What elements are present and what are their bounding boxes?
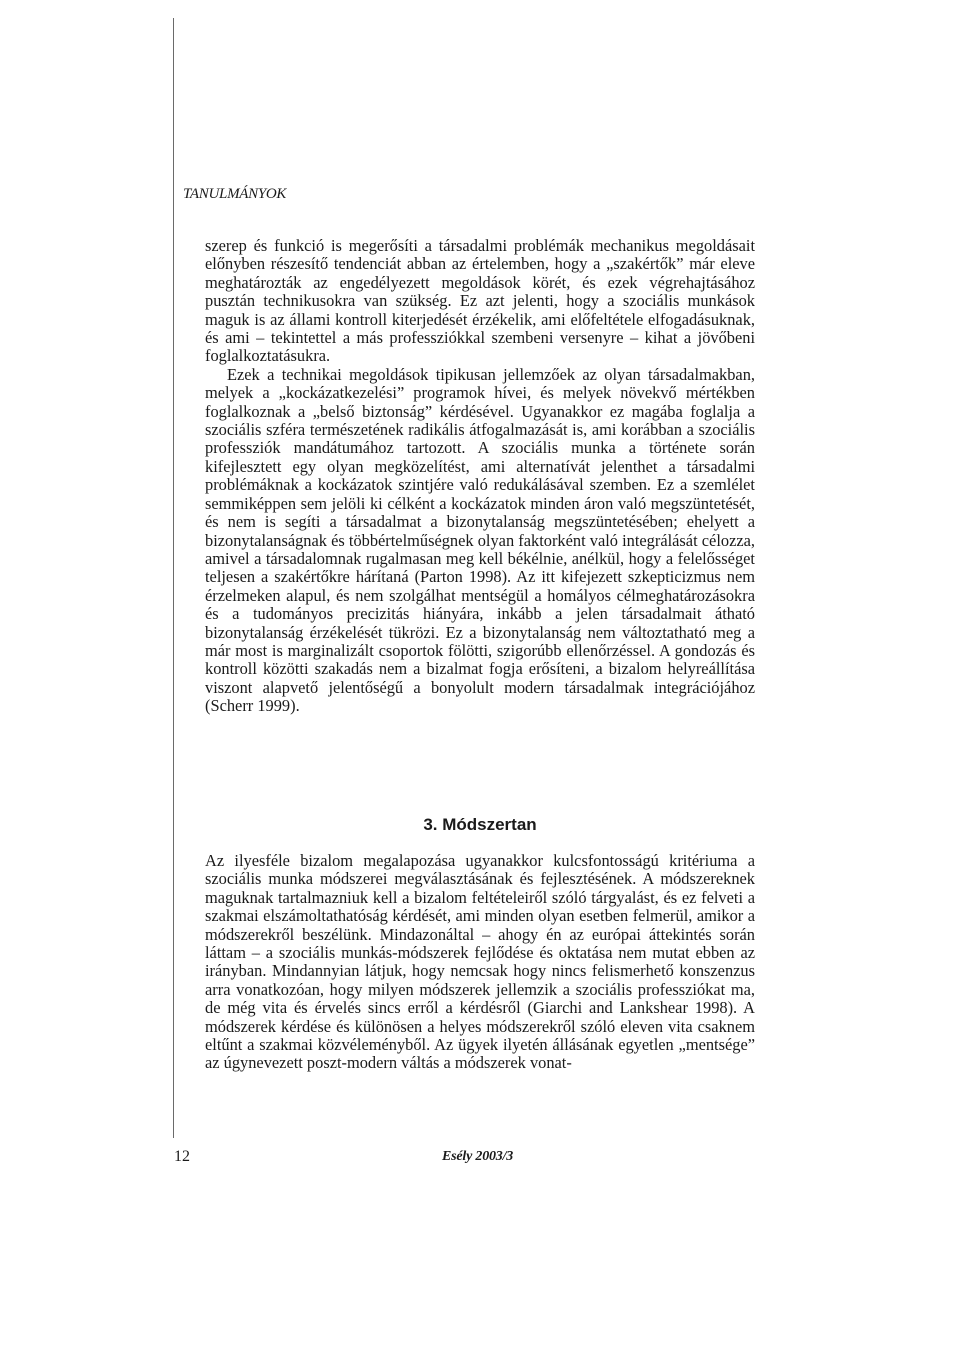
paragraph: Az ilyesféle bizalom megalapozása ugyanakkor kulcsfontosságú kritériuma a szociális munka módszerei megválasztásának és fejlesztésének. A módszereknek maguknak tartalmazniuk kell a bizalom feltételeiről szóló tárgyalást, és ez felveti a szakmai elszámoltathatóság kérdését, ami minden olyan esetben felmerül, amikor a módszerekről beszélünk. Mindazonáltal – ahogy én az európai áttekintés során láttam – a szociális munkás-módszerek fejlődése és oktatása nem mutat ebben az irányban. Mindannyian látjuk, hogy nemcsak hogy nincs felismerhető konszenzus arra vonatkozóan, hogy milyen módszerek jellemzik a szociális professziókat ma, de még vita és érvelés sincs erről a kérdésről (Giarchi and Lankshear 1998). A módszerek kérdése és különösen a helyes módszerekről szóló eleven vita csaknem eltűnt a szakmai közvéleményből. Az ügyek ilyetén állásának egyetlen „mentsége” az úgynevezett poszt-modern váltás a módszerek vonat- (205, 851, 755, 1073)
margin-rule (173, 18, 174, 1138)
section-heading: 3. Módszertan (423, 815, 537, 834)
body-text-block-1 (205, 237, 755, 716)
paragraph: szerep és funkció is megerősíti a társadalmi problémák mechanikus megoldásait előnyben részesítő tendenciát abban az értelemben, hogy a „szakértők” már eleve meghatározták az engedélyezett megoldások körét, és ezek végrehajtásához pusztán technikusokra van szükség. Ez azt jelenti, hogy a szociális munkások maguk is az állami kontroll kiterjedését érzékelik, ami előfeltétele elfogadásuknak, és ami – tekintettel a más professziókkal szembeni versenyre – kihat a jövőbeni foglalkoztatásukra. (205, 236, 755, 366)
paragraph: Ezek a technikai megoldások tipikusan jellemzőek az olyan társadalmakban, melyek a „kockázatkezelési” programok hívei, és melyek növekvő mértékben foglalkoznak a „belső biztonság” kérdésével. Ugyanakkor ez magába foglalja a szociális szféra természetének radikális átfogalmazását is, ami korábban a szociális professziók mandátumához tartozott. A szociális munka a története során kifejlesztett egy olyan megközelítést, ami alternatívát jelenthet a társadalmi problémáknak a kockázatok szintjére való redukálásával szemben. Ez a szemlélet semmiképpen sem jelöli ki célként a kockázatok minden áron való megszüntetését, és nem is segíti a társadalmat a bizonytalanság megszüntetésében; ehelyett a bizonytalanságnak és többértelműségnek olyan faktorként való integrálását célozza, amivel a társadalomnak rugalmasan meg kell békélnie, anélkül, hogy a felelősséget teljesen a szakértőkre hárítaná (Parton 1998). Az itt kifejezett szkepticizmus nem érzelmeken alapul, és nem szolgálhat mentségül a homályos célmeghatározásokra és a tudományos precizitás hiányára, inkább a jelen társadalmait átható bizonytalanság érzékelését tükrözi. Ez a bizonytalanság nem változtatható meg a már most is marginalizált csoportok fölötti, szigorúbb ellenőrzéssel. A gondozás és kontroll közötti szakadás nem a bizalmat fogja erősíteni, a bizalom helyreállítása viszont alapvető jelentőségű a bonyolult modern társadalmak integrációjához (Scherr 1999). (205, 364, 755, 716)
body-text-block-2 (205, 852, 755, 1073)
page-number: 12 (174, 1148, 190, 1165)
running-header-section: TANULMÁNYOK (183, 186, 287, 202)
journal-footer: Esély 2003/3 (442, 1149, 514, 1164)
